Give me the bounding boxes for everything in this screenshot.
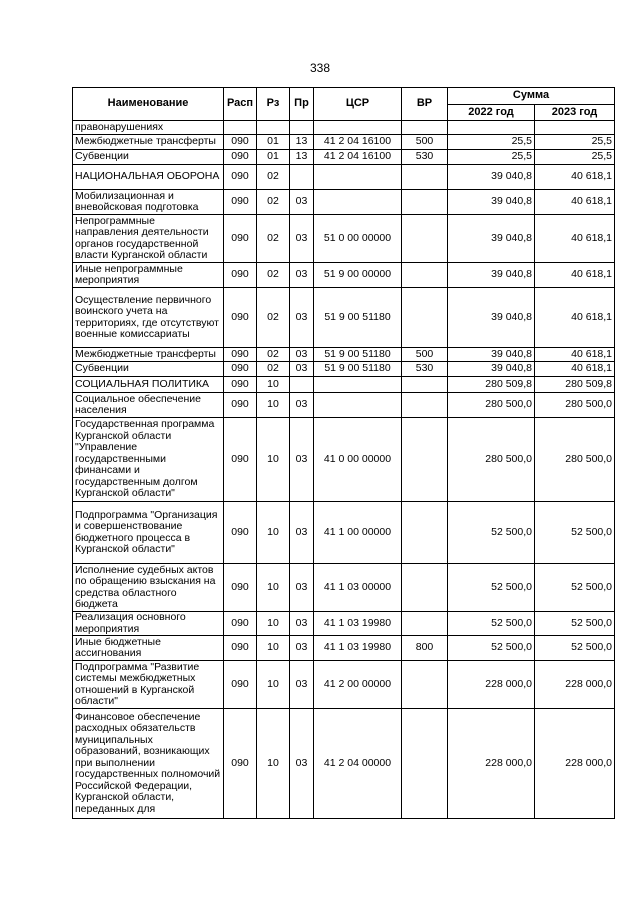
cell-pr: 03: [290, 288, 314, 348]
cell-name: Социальное обеспечение населения: [73, 393, 224, 418]
cell-pr: 13: [290, 135, 314, 150]
cell-y2022: 39 040,8: [448, 288, 535, 348]
cell-pr: 03: [290, 636, 314, 661]
cell-rasp: 090: [224, 165, 257, 190]
cell-rasp: 090: [224, 636, 257, 661]
cell-y2023: 52 500,0: [535, 612, 615, 636]
table-row: [73, 288, 615, 348]
cell-vr: [402, 263, 448, 288]
cell-csr: [314, 190, 402, 215]
cell-rasp: 090: [224, 135, 257, 150]
table-row: [73, 165, 615, 190]
header-rasp: Расп: [224, 88, 257, 121]
cell-y2022: 39 040,8: [448, 215, 535, 263]
cell-rz: 02: [257, 165, 290, 190]
cell-rasp: 090: [224, 709, 257, 819]
cell-rasp: 090: [224, 263, 257, 288]
cell-vr: [402, 377, 448, 393]
cell-name: Осуществление первичного воинского учета на территориях, где отсутствуют военные комиссариаты: [73, 288, 224, 348]
table-row: [73, 636, 615, 661]
cell-name: Субвенции: [73, 150, 224, 165]
cell-csr: 51 9 00 51180: [314, 288, 402, 348]
cell-rz: 01: [257, 150, 290, 165]
cell-rz: 02: [257, 362, 290, 377]
table-row: [73, 393, 615, 418]
cell-rasp: 090: [224, 502, 257, 564]
cell-y2022: 280 509,8: [448, 377, 535, 393]
cell-pr: 03: [290, 348, 314, 362]
cell-pr: 03: [290, 263, 314, 288]
table-row: [73, 215, 615, 263]
table-body: [73, 121, 615, 819]
cell-y2023: 280 509,8: [535, 377, 615, 393]
table-row: [73, 377, 615, 393]
cell-y2022: 52 500,0: [448, 564, 535, 612]
cell-y2022: 39 040,8: [448, 362, 535, 377]
cell-vr: [402, 612, 448, 636]
cell-name: Иные непрограммные мероприятия: [73, 263, 224, 288]
cell-y2023: [535, 121, 615, 135]
cell-rasp: 090: [224, 377, 257, 393]
cell-rasp: 090: [224, 564, 257, 612]
cell-y2023: 40 618,1: [535, 362, 615, 377]
table-row: [73, 362, 615, 377]
cell-csr: 41 1 03 00000: [314, 564, 402, 612]
cell-csr: [314, 377, 402, 393]
cell-y2022: 52 500,0: [448, 502, 535, 564]
cell-rz: 10: [257, 709, 290, 819]
cell-rz: 02: [257, 263, 290, 288]
cell-rz: 10: [257, 564, 290, 612]
table-row: [73, 348, 615, 362]
cell-rasp: 090: [224, 190, 257, 215]
table-row: [73, 190, 615, 215]
cell-csr: 51 0 00 00000: [314, 215, 402, 263]
table-row: [73, 121, 615, 135]
table-row: [73, 418, 615, 502]
cell-vr: [402, 661, 448, 709]
cell-csr: 41 2 04 16100: [314, 135, 402, 150]
cell-vr: [402, 215, 448, 263]
cell-rasp: 090: [224, 393, 257, 418]
table-row: [73, 709, 615, 819]
cell-name: правонарушениях: [73, 121, 224, 135]
cell-y2023: 40 618,1: [535, 348, 615, 362]
cell-y2023: 52 500,0: [535, 564, 615, 612]
cell-rz: 10: [257, 377, 290, 393]
cell-rasp: [224, 121, 257, 135]
cell-y2022: 228 000,0: [448, 709, 535, 819]
cell-rasp: 090: [224, 150, 257, 165]
cell-vr: 500: [402, 348, 448, 362]
cell-name: Государственная программа Курганской области "Управление государственными финансами и государственным долгом Курганской области": [73, 418, 224, 502]
cell-pr: 13: [290, 150, 314, 165]
header-vr: ВР: [402, 88, 448, 121]
table-row: [73, 150, 615, 165]
cell-vr: [402, 288, 448, 348]
table-row: [73, 263, 615, 288]
cell-y2022: [448, 121, 535, 135]
header-sum: Сумма: [448, 88, 615, 105]
cell-rz: 10: [257, 612, 290, 636]
cell-vr: [402, 709, 448, 819]
header-pr: Пр: [290, 88, 314, 121]
cell-name: СОЦИАЛЬНАЯ ПОЛИТИКА: [73, 377, 224, 393]
table-row: [73, 502, 615, 564]
cell-csr: 51 9 00 51180: [314, 362, 402, 377]
cell-y2023: 40 618,1: [535, 263, 615, 288]
cell-vr: [402, 121, 448, 135]
cell-y2023: 280 500,0: [535, 393, 615, 418]
cell-y2023: 40 618,1: [535, 190, 615, 215]
cell-pr: 03: [290, 661, 314, 709]
cell-y2023: 228 000,0: [535, 661, 615, 709]
cell-name: Подпрограмма "Организация и совершенствование бюджетного процесса в Курганской области": [73, 502, 224, 564]
cell-pr: 03: [290, 215, 314, 263]
header-year-2023: 2023 год: [535, 105, 615, 121]
table-row: [73, 612, 615, 636]
cell-name: Межбюджетные трансферты: [73, 135, 224, 150]
cell-csr: 41 1 03 19980: [314, 612, 402, 636]
cell-pr: [290, 165, 314, 190]
cell-name: Субвенции: [73, 362, 224, 377]
cell-name: Межбюджетные трансферты: [73, 348, 224, 362]
cell-vr: [402, 393, 448, 418]
cell-name: Исполнение судебных актов по обращению взыскания на средства областного бюджета: [73, 564, 224, 612]
cell-name: Подпрограмма "Развитие системы межбюджетных отношений в Курганской области": [73, 661, 224, 709]
cell-y2022: 39 040,8: [448, 348, 535, 362]
cell-csr: 41 1 03 19980: [314, 636, 402, 661]
cell-rasp: 090: [224, 362, 257, 377]
header-csr: ЦСР: [314, 88, 402, 121]
cell-rz: 02: [257, 190, 290, 215]
cell-y2022: 25,5: [448, 135, 535, 150]
table-row: [73, 135, 615, 150]
cell-vr: 530: [402, 150, 448, 165]
cell-rasp: 090: [224, 348, 257, 362]
budget-table: [72, 87, 615, 819]
cell-rasp: 090: [224, 612, 257, 636]
cell-vr: 800: [402, 636, 448, 661]
cell-csr: 41 1 00 00000: [314, 502, 402, 564]
page-number: 338: [309, 61, 331, 75]
cell-vr: [402, 564, 448, 612]
cell-rz: [257, 121, 290, 135]
cell-y2023: 40 618,1: [535, 215, 615, 263]
cell-pr: 03: [290, 709, 314, 819]
cell-vr: [402, 502, 448, 564]
cell-name: Мобилизационная и вневойсковая подготовка: [73, 190, 224, 215]
cell-y2023: 52 500,0: [535, 636, 615, 661]
cell-vr: [402, 165, 448, 190]
cell-y2023: 280 500,0: [535, 418, 615, 502]
table-header: [73, 88, 615, 121]
cell-y2022: 280 500,0: [448, 393, 535, 418]
cell-rasp: 090: [224, 215, 257, 263]
cell-name: Финансовое обеспечение расходных обязательств муниципальных образований, возникающих при выполнении государственных полномочий Российской Федерации, Курганской области, переданных для: [73, 709, 224, 819]
cell-rz: 02: [257, 348, 290, 362]
cell-pr: [290, 377, 314, 393]
cell-name: Непрограммные направления деятельности органов государственной власти Курганской области: [73, 215, 224, 263]
cell-csr: 41 0 00 00000: [314, 418, 402, 502]
cell-vr: 500: [402, 135, 448, 150]
cell-pr: 03: [290, 502, 314, 564]
cell-rz: 10: [257, 636, 290, 661]
cell-name: НАЦИОНАЛЬНАЯ ОБОРОНА: [73, 165, 224, 190]
cell-rz: 02: [257, 288, 290, 348]
cell-rasp: 090: [224, 661, 257, 709]
cell-rz: 10: [257, 661, 290, 709]
cell-rz: 01: [257, 135, 290, 150]
cell-csr: [314, 393, 402, 418]
cell-pr: 03: [290, 190, 314, 215]
cell-csr: [314, 165, 402, 190]
table-row: [73, 564, 615, 612]
cell-pr: 03: [290, 362, 314, 377]
cell-y2023: 40 618,1: [535, 165, 615, 190]
cell-y2022: 228 000,0: [448, 661, 535, 709]
cell-y2023: 40 618,1: [535, 288, 615, 348]
cell-y2022: 39 040,8: [448, 190, 535, 215]
cell-pr: [290, 121, 314, 135]
cell-y2022: 25,5: [448, 150, 535, 165]
cell-vr: 530: [402, 362, 448, 377]
cell-name: Реализация основного мероприятия: [73, 612, 224, 636]
cell-rasp: 090: [224, 288, 257, 348]
cell-y2022: 39 040,8: [448, 165, 535, 190]
cell-name: Иные бюджетные ассигнования: [73, 636, 224, 661]
cell-csr: 51 9 00 00000: [314, 263, 402, 288]
cell-csr: 41 2 04 16100: [314, 150, 402, 165]
header-year-2022: 2022 год: [448, 105, 535, 121]
cell-vr: [402, 190, 448, 215]
cell-csr: [314, 121, 402, 135]
cell-vr: [402, 418, 448, 502]
header-rz: Рз: [257, 88, 290, 121]
cell-y2022: 52 500,0: [448, 636, 535, 661]
cell-y2023: 25,5: [535, 150, 615, 165]
cell-csr: 41 2 04 00000: [314, 709, 402, 819]
header-name: Наименование: [73, 88, 224, 121]
cell-pr: 03: [290, 393, 314, 418]
cell-rasp: 090: [224, 418, 257, 502]
cell-y2022: 280 500,0: [448, 418, 535, 502]
cell-rz: 10: [257, 393, 290, 418]
cell-pr: 03: [290, 418, 314, 502]
cell-rz: 02: [257, 215, 290, 263]
cell-rz: 10: [257, 418, 290, 502]
cell-y2023: 25,5: [535, 135, 615, 150]
cell-y2023: 52 500,0: [535, 502, 615, 564]
cell-pr: 03: [290, 612, 314, 636]
cell-y2022: 39 040,8: [448, 263, 535, 288]
cell-csr: 51 9 00 51180: [314, 348, 402, 362]
cell-rz: 10: [257, 502, 290, 564]
table-row: [73, 661, 615, 709]
cell-y2023: 228 000,0: [535, 709, 615, 819]
cell-y2022: 52 500,0: [448, 612, 535, 636]
cell-csr: 41 2 00 00000: [314, 661, 402, 709]
cell-pr: 03: [290, 564, 314, 612]
